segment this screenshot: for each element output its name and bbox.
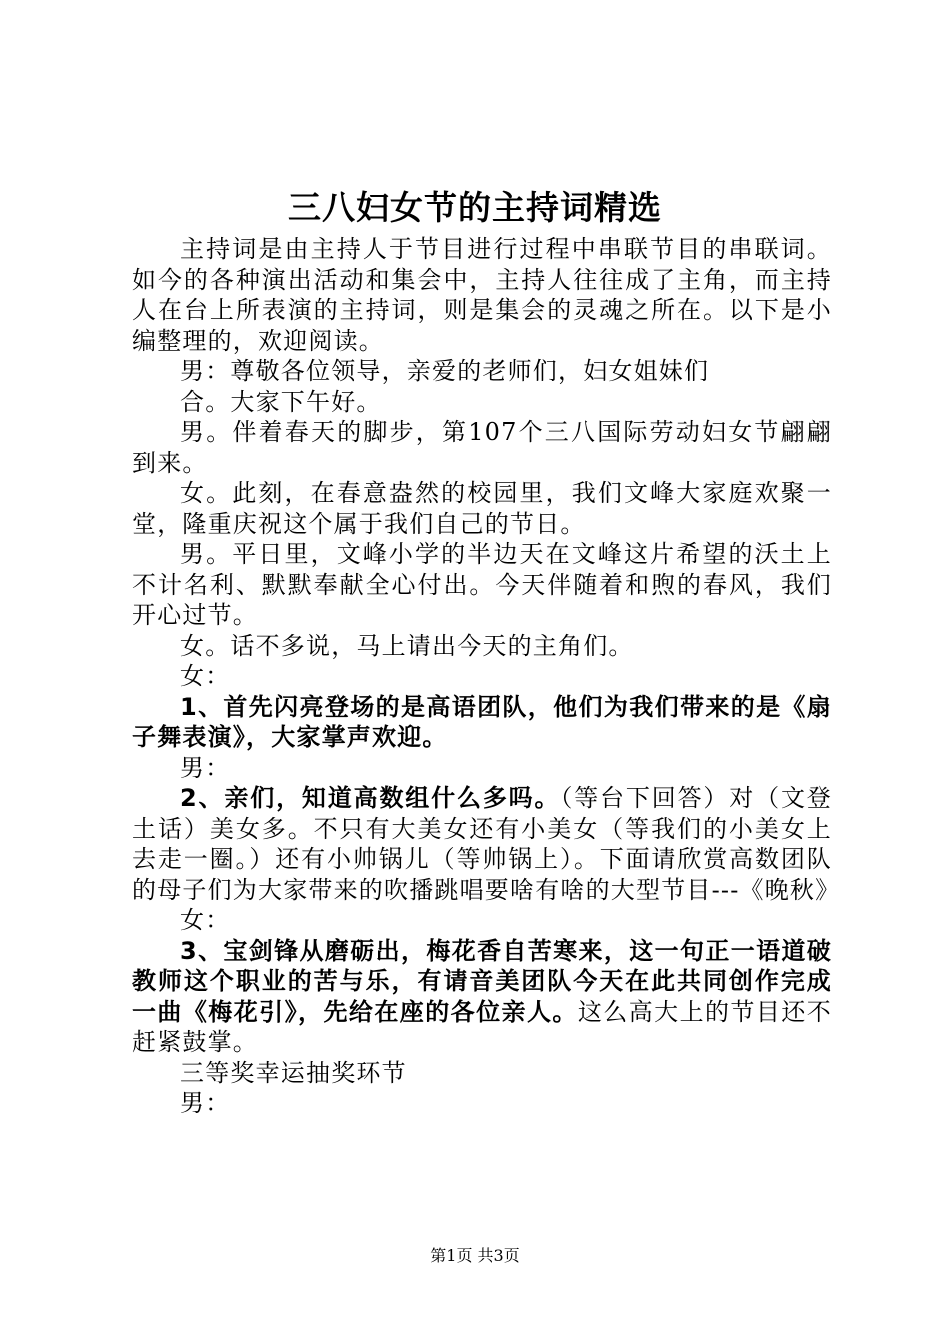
paragraph bbox=[132, 905, 832, 936]
paragraph bbox=[132, 631, 832, 662]
paragraph-text: 三等奖幸运抽奖环节 bbox=[180, 1058, 407, 1087]
paragraph-text: 主持词是由主持人于节目进行过程中串联节目的串联词。如今的各种演出活动和集会中，主持人往往成了主角，而主持人在台上所表演的主持词，则是集会的灵魂之所在。以下是小编整理的，欢迎阅读。 bbox=[132, 235, 832, 355]
paragraph bbox=[132, 1088, 832, 1119]
paragraph-text: 男：尊敬各位领导，亲爱的老师们，妇女姐妹们 bbox=[180, 357, 710, 385]
paragraph-text: 这么高大上的节目还不赶紧鼓掌。 bbox=[132, 997, 832, 1056]
page-number: 第1页 共3页 bbox=[430, 1246, 520, 1265]
paragraph bbox=[132, 387, 832, 418]
paragraph-text: 女。话不多说，马上请出今天的主角们。 bbox=[180, 631, 634, 660]
paragraph-text: 男： bbox=[180, 1089, 231, 1117]
paragraph bbox=[132, 692, 832, 753]
paragraph bbox=[132, 936, 832, 1058]
paragraph bbox=[132, 234, 832, 356]
paragraph-text: （等台下回答）对（文登土话）美女多。不只有大美女还有小美女（等我们的小美女上去走一圈。）还有小帅锅儿（等帅锅上）。下面请欣赏高数团队的母子们为大家带来的吹播跳唱要啥有啥的大型节目---《晚秋》 bbox=[132, 784, 841, 904]
paragraph-bold-text: 3、宝剑锋从磨砺出，梅花香自苦寒来，这一句正一语道破教师这个职业的苦与乐，有请音美团队今天在此共同创作完成一曲《梅花引》，先给在座的各位亲人。 bbox=[132, 936, 832, 1026]
paragraph bbox=[132, 661, 832, 692]
paragraph-text: 男。伴着春天的脚步，第107个三八国际劳动妇女节翩翩到来。 bbox=[132, 418, 832, 477]
paragraph bbox=[132, 539, 832, 631]
paragraph-text: 合。大家下午好。 bbox=[180, 387, 382, 416]
paragraph-text: 男： bbox=[180, 753, 231, 782]
document-body bbox=[132, 234, 841, 1119]
document-title: 三八妇女节的主持词精选 bbox=[288, 188, 662, 227]
paragraph-text: 女： bbox=[180, 662, 231, 690]
paragraph bbox=[132, 783, 841, 905]
paragraph-bold-text: 1、首先闪亮登场的是高语团队，他们为我们带来的是《扇子舞表演》，大家掌声欢迎。 bbox=[132, 692, 832, 751]
paragraph-text: 女： bbox=[180, 906, 231, 934]
paragraph bbox=[132, 753, 832, 784]
paragraph-text: 男。平日里，文峰小学的半边天在文峰这片希望的沃土上不计名利、默默奉献全心付出。今天伴随着和煦的春风，我们开心过节。 bbox=[132, 540, 832, 629]
paragraph bbox=[132, 356, 832, 387]
paragraph bbox=[132, 478, 832, 539]
paragraph bbox=[132, 1058, 832, 1089]
paragraph-bold-text: 2、亲们，知道高数组什么多吗。 bbox=[180, 784, 561, 812]
paragraph-text: 女。此刻，在春意盎然的校园里，我们文峰大家庭欢聚一堂，隆重庆祝这个属于我们自己的节日。 bbox=[132, 479, 832, 538]
paragraph bbox=[132, 417, 832, 478]
